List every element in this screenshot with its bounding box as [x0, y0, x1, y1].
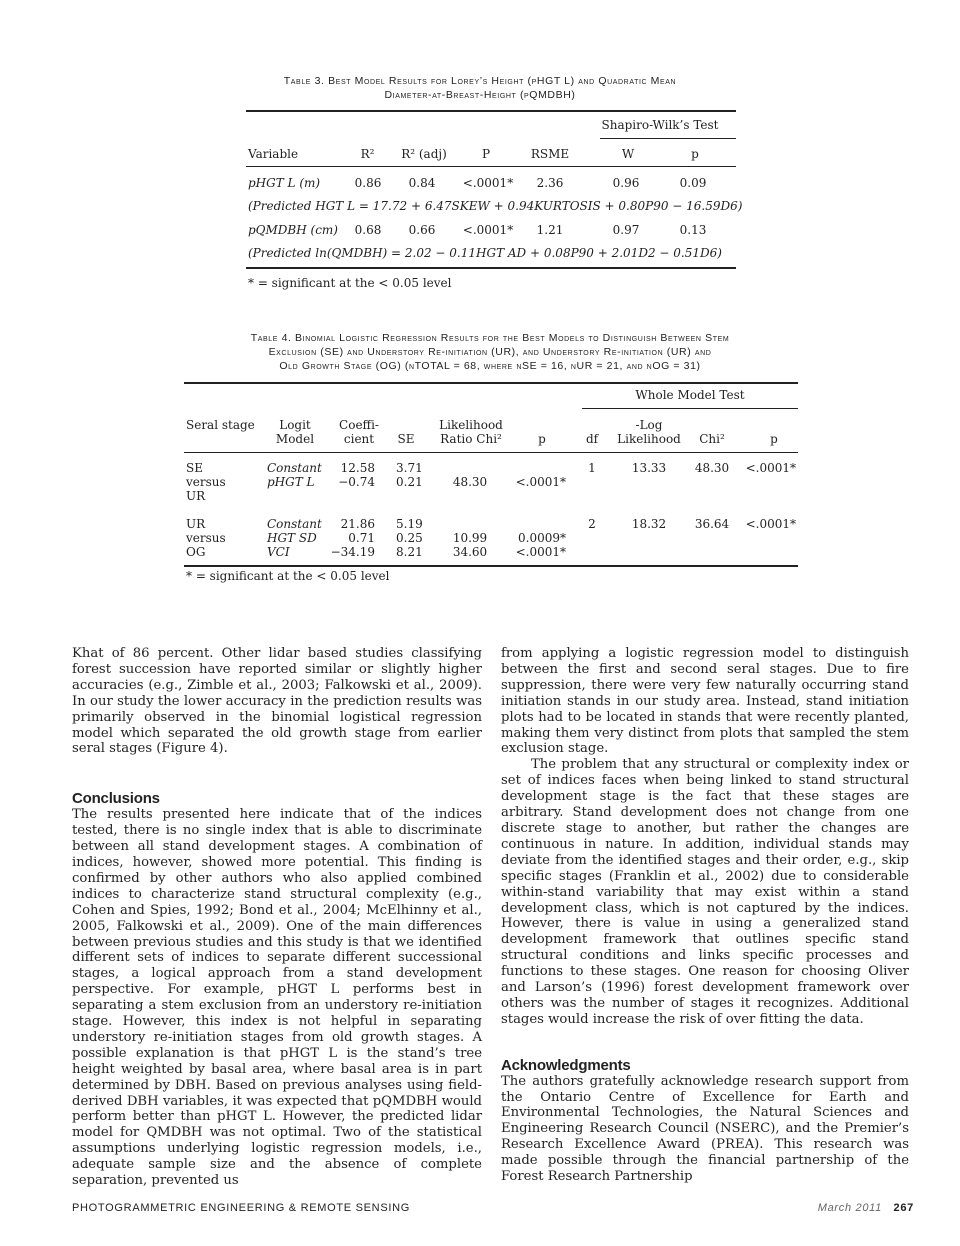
right-para3: The authors gratefully acknowledge research support from the Ontario Centre of Excellence for Earth and Environmental Technologies, the Natural Sciences and Engineering Research Council (NSERC), and the Premier’s Research Excellence Award (PREA). This research was made possible through the financial partnership of the Forest Research Partnership	[501, 1073, 909, 1185]
table3-group-rule	[600, 138, 736, 139]
table3-group-header: Shapiro-Wilk’s Test	[601, 118, 719, 132]
table3-equation1: (Predicted HGT L = 17.72 + 6.47SKEW + 0.94KURTOSIS + 0.80P90 − 16.59D6)	[248, 199, 743, 213]
table4-header-rule	[184, 452, 798, 453]
table4-b2-coef-3: −34.19	[330, 545, 375, 559]
table3-header-p: P	[481, 147, 491, 161]
table4-bottom-rule	[184, 565, 798, 567]
right-para1: from applying a logistic regression model to distinguish between the first and second seral stages. Due to fire suppression, there were very few naturally occurring stand initiation stands in our study area. Instead, stand initiation plots had to be located in stands that were recently planted, making them very distinct from plots that sampled the stem exclusion stage.	[501, 646, 909, 757]
table4-b1-p-2: <.0001*	[515, 475, 566, 489]
table3-row1-variable: pHGT L (m)	[248, 176, 321, 190]
table3-header-r2: R²	[360, 147, 375, 161]
table4-b1-coef	[330, 461, 375, 489]
table3-top-rule	[246, 110, 736, 112]
table4-b1-stage-3: UR	[186, 489, 206, 503]
table4-b2-lr	[440, 517, 500, 559]
table3-header-pw: p	[691, 147, 699, 161]
table4-b1-se-1: 3.71	[396, 461, 423, 475]
table4-b2-loglik: 18.32	[631, 517, 667, 531]
table4-b2-coef-2: 0.71	[348, 531, 375, 545]
footer-page: 267	[893, 1202, 914, 1214]
table4-header-se: SE	[397, 432, 415, 446]
table4-caption-line3: Old Growth Stage (OG) (nTOTAL = 68, where nSE = 16, nUR = 21, and nOG = 31)	[279, 360, 701, 372]
table3-row2-p: <.0001*	[462, 223, 514, 237]
table4-b2-stage-2: versus	[186, 531, 226, 545]
table4-b1-se	[396, 461, 423, 489]
table4-header-coef-text: Coeffi- cient	[339, 418, 379, 446]
table4-header-model-text: Logit Model	[275, 418, 315, 446]
table4-b1-lr-1	[440, 461, 500, 475]
conclusions-heading: Conclusions	[72, 790, 160, 808]
table4-b1-lr-2: 48.30	[452, 475, 488, 489]
table4-header-stage: Seral stage	[186, 418, 255, 432]
table4-header-df: df	[585, 432, 599, 446]
table4-b2-se-2: 0.25	[396, 531, 423, 545]
table4-b2-lr-2: 10.99	[452, 531, 488, 545]
table4-b2-coef-1: 21.86	[340, 517, 375, 531]
table4-b1-stage-1: SE	[186, 461, 203, 475]
table3-row2-rsme: 1.21	[536, 223, 564, 237]
table4-caption-line1: Table 4. Binomial Logistic Regression Results for the Best Models to Distinguish Between Stem	[250, 332, 730, 344]
table4-footnote: * = significant at the < 0.05 level	[186, 569, 390, 583]
table3-bottom-rule	[246, 267, 736, 269]
table3-row2-w: 0.97	[612, 223, 640, 237]
left-column	[72, 646, 482, 1189]
table4-b2-pw: <.0001*	[745, 517, 796, 531]
acknowledgments-heading: Acknowledgments	[501, 1056, 631, 1074]
footer-date-text: March 2011	[817, 1202, 882, 1214]
table4-header-lr	[436, 418, 506, 446]
table4-header-coef	[334, 418, 384, 446]
table4-b2-se-1: 5.19	[396, 517, 423, 531]
right-para2: The problem that any structural or complexity index or set of indices faces when being linked to stand structural development stage is the fact that these stages are arbitrary. Stand development does not change from one discrete stage to another, but rather the changes are continuous in nature. In addition, individual stands may deviate from the identified stages and their order, e.g., skip specific stages (Franklin et al., 2002) due to considerable within-stand variability that may exist within a stand development class, which is not captured by the indices. However, there is value in using a generalized stand development framework that outlines specific stand structural conditions and links specific processes and functions to these stages. One reason for choosing Oliver and Larson’s (1996) forest development framework over others was the number of stages it recognizes. Additional stages would increase the risk of over fitting the data.	[501, 757, 909, 1027]
table4-b2-df: 2	[588, 517, 596, 531]
table4-b1-coef-2: −0.74	[338, 475, 375, 489]
table4-b2-lr-3: 34.60	[452, 545, 488, 559]
table4-b2-coef	[320, 517, 375, 559]
table4-b2-p-1	[500, 517, 566, 531]
table3-header-rule	[246, 166, 736, 167]
left-para2: The results presented here indicate that of the indices tested, there is no single index that is able to discriminate between all stand development stages. A combination of indices, however, showed more potential. This finding is confirmed by other authors who also applied combined indices to characterize stand structural complexity (e.g., Cohen and Spies, 1992; Bond et al., 2004; McElhinny et al., 2005, Falkowski et al., 2009). One of the main differences between previous studies and this study is that we identified different sets of indices to separate different successional stages, a logical approach from a stand development perspective. For example, pHGT L performs best in separating a stem exclusion from an understory re-initiation stage. However, this index is not helpful in separating understory re-initiation stages from old growth stages. A possible explanation is that pHGT L is the stand’s tree height weighted by basal area, where basal area is in part determined by DBH. Based on previous analyses using field-derived DBH variables, it was expected that pQMDBH would perform better than pHGT L. However, the predicted lidar model for QMDBH was not optimal. Two of the statistical assumptions underlying logistic regression models, i.e., adequate sample size and the absence of complete separation, prevented us	[72, 807, 482, 1189]
table4-b2-lr-1	[440, 517, 500, 531]
table4-b2-model	[267, 517, 322, 559]
table4-b2-se	[396, 517, 423, 559]
table4-group-header: Whole Model Test	[635, 388, 745, 402]
table3-row1-r2: 0.86	[354, 176, 382, 190]
table4-b2-p-2: 0.0009*	[518, 531, 566, 545]
table3-header-w: W	[621, 147, 635, 161]
footer-journal: PHOTOGRAMMETRIC ENGINEERING & REMOTE SENSING	[72, 1202, 411, 1214]
table4-b1-model-2: pHGT L	[267, 475, 315, 489]
table3-header-rsme: RSME	[530, 147, 570, 161]
table4-b2-stage	[186, 517, 226, 559]
table3-row1-w: 0.96	[612, 176, 640, 190]
table4-b1-stage-2: versus	[186, 475, 226, 489]
table3-row2-r2: 0.68	[354, 223, 382, 237]
table4-caption-line2: Exclusion (SE) and Understory Re-initiation (UR), and Understory Re-initiation (UR) and	[268, 346, 712, 358]
table4-header-pw: p	[770, 432, 778, 446]
table4-header-model	[270, 418, 320, 446]
table4-b2-model-1: Constant	[267, 517, 322, 531]
table4-header-chi: Chi²	[699, 432, 725, 446]
table4-header-p: p	[538, 432, 546, 446]
table4-b1-df: 1	[588, 461, 596, 475]
left-para1: Khat of 86 percent. Other lidar based studies classifying forest succession have reported similar or slightly higher accuracies (e.g., Zimble et al., 2003; Falkowski et al., 2009). In our study the lower accuracy in the prediction results was primarily observed in the binomial logistical regression model which separated the old growth stage from earlier seral stages (Figure 4).	[72, 646, 482, 757]
table3-header-variable: Variable	[248, 147, 299, 161]
table3-equation2: (Predicted ln(QMDBH) = 2.02 − 0.11HGT AD + 0.08P90 + 2.01D2 − 0.51D6)	[248, 246, 722, 260]
table4-header-loglik	[612, 418, 686, 446]
table4-b1-loglik: 13.33	[631, 461, 667, 475]
table4-b2-stage-3: OG	[186, 545, 206, 559]
table3-row2-pw: 0.13	[679, 223, 707, 237]
table4-b1-pw: <.0001*	[745, 461, 796, 475]
table3-header-r2adj: R² (adj)	[401, 147, 447, 161]
table3-caption-line1: Table 3. Best Model Results for Lorey’s Height (pHGT L) and Quadratic Mean	[283, 75, 677, 87]
table4-b1-model	[267, 461, 322, 489]
right-column	[501, 646, 909, 1185]
table3-caption	[180, 74, 780, 102]
table4-b2-chi: 36.64	[694, 517, 730, 531]
table4-b2-p-3: <.0001*	[515, 545, 566, 559]
table4-b1-se-2: 0.21	[396, 475, 423, 489]
table4-header-loglik-text: -Log Likelihood	[617, 418, 681, 446]
table4-b1-stage	[186, 461, 226, 503]
table4-group-rule	[582, 408, 798, 409]
table3-row1-rsme: 2.36	[536, 176, 564, 190]
table3-caption-line2: Diameter-at-Breast-Height (pQMDBH)	[384, 89, 576, 101]
table4-b2-stage-1: UR	[186, 517, 206, 531]
table4-b1-p	[500, 461, 566, 489]
table3-row2-variable: pQMDBH (cm)	[248, 223, 338, 237]
table3-footnote: * = significant at the < 0.05 level	[248, 276, 452, 290]
table4-caption	[160, 331, 820, 373]
table3-row1-pw: 0.09	[679, 176, 707, 190]
table4-b1-model-1: Constant	[267, 461, 322, 475]
table4-b2-p	[500, 517, 566, 559]
table3-row2-r2adj: 0.66	[408, 223, 436, 237]
table3-row1-p: <.0001*	[462, 176, 514, 190]
table4-b1-p-1	[500, 461, 566, 475]
table4-b2-model-3: VCI	[267, 545, 290, 559]
table4-top-rule	[184, 382, 798, 384]
table4-b1-lr	[440, 461, 500, 489]
table4-b2-model-2: HGT SD	[267, 531, 317, 545]
footer-date	[818, 1202, 882, 1214]
table4-b1-chi: 48.30	[694, 461, 730, 475]
table4-b1-coef-1: 12.58	[340, 461, 375, 475]
table3-row1-r2adj: 0.84	[408, 176, 436, 190]
table4-header-lr-text: Likelihood Ratio Chi²	[439, 418, 503, 446]
table4-b2-se-3: 8.21	[396, 545, 423, 559]
